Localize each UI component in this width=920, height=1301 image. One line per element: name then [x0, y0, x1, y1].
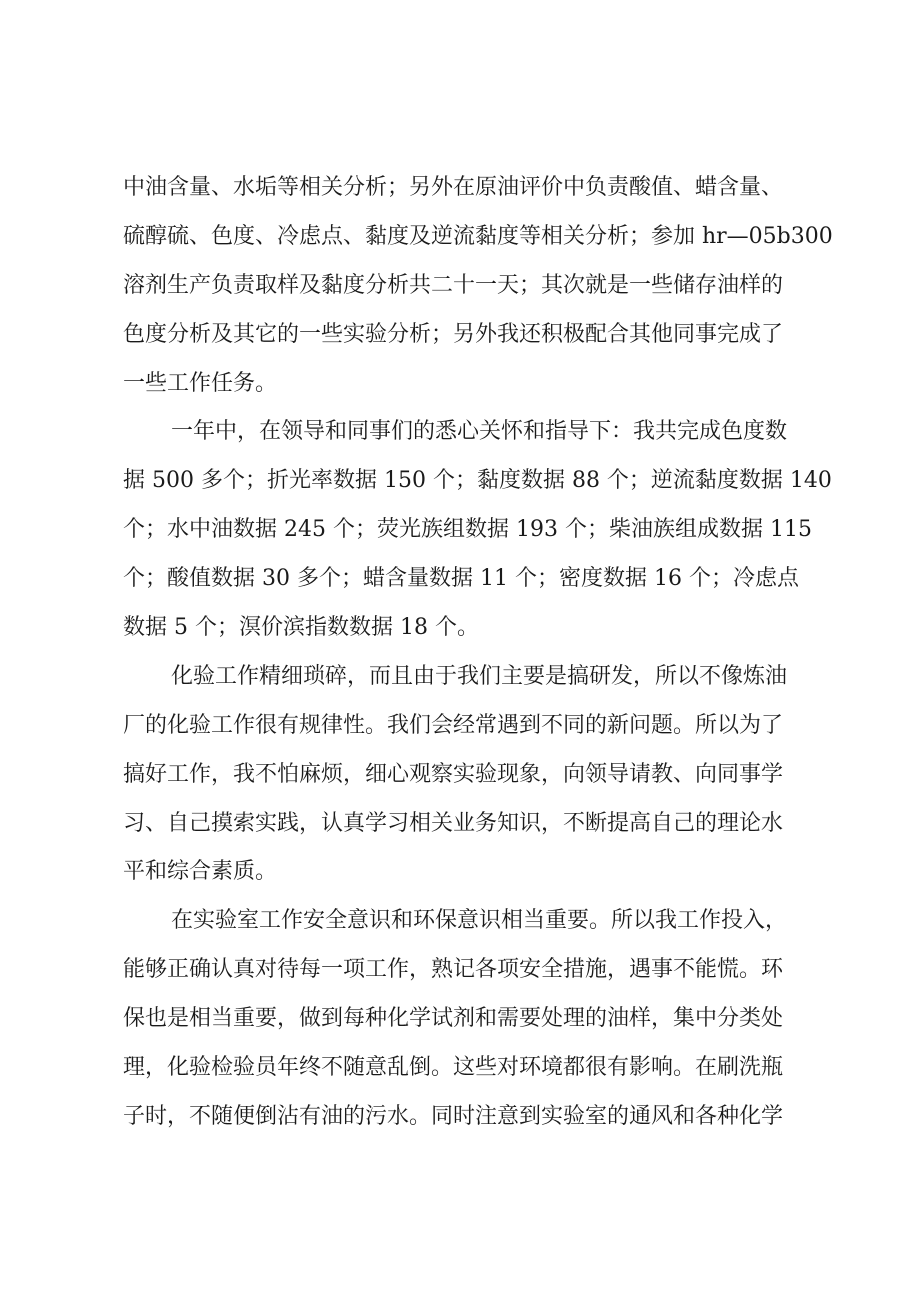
- text-line: 子时，不随便倒沾有油的污水。同时注意到实验室的通风和各种化学: [123, 1103, 784, 1129]
- text-line: 平和综合素质。: [123, 859, 278, 885]
- paragraph-first-line: 在实验室工作安全意识和环保意识相当重要。所以我工作投入，: [171, 908, 788, 934]
- text-line: 习、自己摸索实践，认真学习相关业务知识，不断提高自己的理论水: [123, 810, 784, 836]
- paragraph-first-line: 化验工作精细琐碎，而且由于我们主要是搞研发，所以不像炼油: [171, 663, 788, 689]
- text-line: 据 500 多个；折光率数据 150 个；黏度数据 88 个；逆流黏度数据 140: [123, 468, 832, 494]
- text-line: 一些工作任务。: [123, 370, 278, 396]
- text-line: 能够正确认真对待每一项工作，熟记各项安全措施，遇事不能慌。环: [123, 957, 784, 983]
- document-body: [123, 164, 833, 1142]
- text-line: 保也是相当重要，做到每种化学试剂和需要处理的油样，集中分类处: [123, 1006, 784, 1032]
- text-line: 溶剂生产负责取样及黏度分析共二十一天；其次就是一些储存油样的: [123, 272, 784, 298]
- text-line: 理，化验检验员年终不随意乱倒。这些对环境都很有影响。在刷洗瓶: [123, 1055, 784, 1081]
- text-line: 数据 5 个；溟价滨指数数据 18 个。: [123, 615, 479, 641]
- paragraph-first-line: 一年中，在领导和同事们的悉心关怀和指导下：我共完成色度数: [171, 419, 788, 445]
- text-line: 色度分析及其它的一些实验分析；另外我还积极配合其他同事完成了: [123, 321, 784, 347]
- text-line: 个；水中油数据 245 个；荧光族组数据 193 个；柴油族组成数据 115: [123, 517, 812, 543]
- text-line: 厂的化验工作很有规律性。我们会经常遇到不同的新问题。所以为了: [123, 712, 784, 738]
- text-line: 中油含量、水垢等相关分析；另外在原油评价中负责酸值、蜡含量、: [123, 175, 784, 200]
- text-line: 搞好工作，我不怕麻烦，细心观察实验现象，向领导请教、向同事学: [123, 761, 784, 787]
- text-line: 个；酸值数据 30 多个；蜡含量数据 11 个；密度数据 16 个；冷虑点: [123, 566, 799, 592]
- text-line: 硫醇硫、色度、冷虑点、黏度及逆流黏度等相关分析；参加 hr—05b300: [123, 223, 833, 249]
